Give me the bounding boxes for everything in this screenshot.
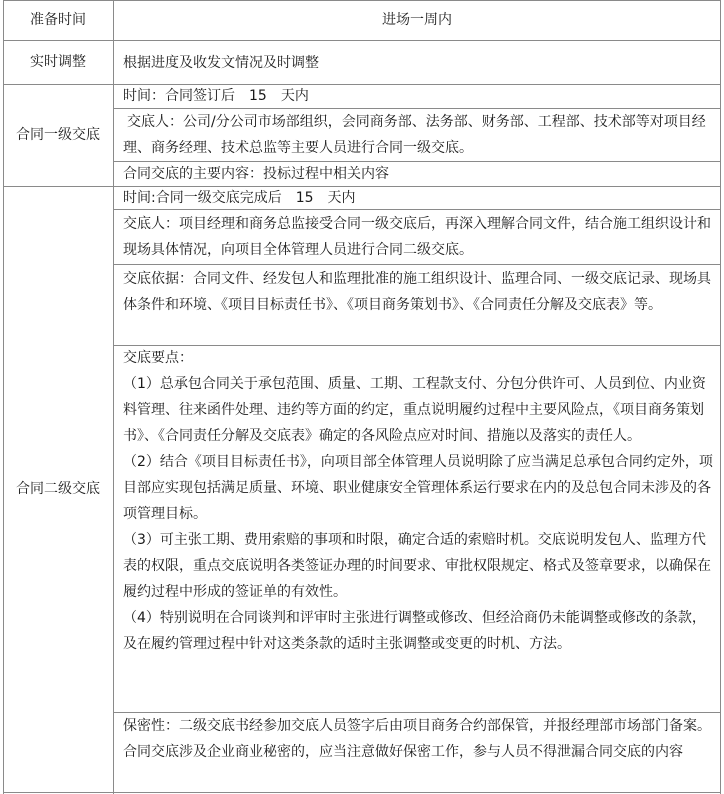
border-right bbox=[720, 0, 721, 794]
hline-bottom bbox=[3, 792, 721, 793]
points-title: 交底要点： bbox=[123, 350, 193, 366]
header-label: 准备时间 bbox=[30, 12, 86, 28]
level2-parties: 交底人：项目经理和商务总监接受合同一级交底后，再深入理解合同文件，结合施工组织设计和现场具体情况，向项目全体管理人员进行合同二级交底。 bbox=[123, 216, 711, 258]
header-value: 进场一周内 bbox=[382, 12, 452, 28]
level1-parties: 交底人：公司/分公司市场部组织，会同商务部、法务部、财务部、工程部、技术部等对项目经理、商务经理、技术总监等主要人员进行合同一级交底。 bbox=[123, 114, 706, 156]
realtime-text: 根据进度及收发文情况及时调整 bbox=[123, 55, 319, 71]
point-2: （2）结合《项目目标责任书》，向项目部全体管理人员说明除了应当满足总承包合同约定外，项目部应实现包括满足质量、环境、职业健康安全管理体系运行要求在内的及总包合同未涉及的各项管理目标。 bbox=[123, 454, 713, 522]
level1-label: 合同一级交底 bbox=[16, 127, 100, 143]
level2-confidential: 保密性：二级交底书经参加交底人员签字后由项目商务合约部保管，并报经理部市场部门备案。合同交底涉及企业商业秘密的，应当注意做好保密工作，参与人员不得泄漏合同交底的内容 bbox=[123, 718, 711, 760]
point-3: （3）可主张工期、费用索赔的事项和时限，确定合适的索赔时机。交底说明发包人、监理方代表的权限，重点交底说明各类签证办理的时间要求、审批权限规定、格式及签章要求，以确保在履约过程中形成的签证单的有效性。 bbox=[123, 532, 711, 600]
level2-label: 合同二级交底 bbox=[16, 481, 100, 497]
point-1: （1）总承包合同关于承包范围、质量、工期、工程款支付、分包分供许可、人员到位、内业资料管理、往来函件处理、违约等方面的约定，重点说明履约过程中主要风险点，《项目商务策划书》、《合同责任分解及交底表》确定的各风险点应对时间、措施以及落实的责任人。 bbox=[123, 376, 706, 444]
level2-points bbox=[123, 345, 719, 657]
level1-content: 合同交底的主要内容：投标过程中相关内容 bbox=[123, 166, 389, 182]
point-4: （4）特别说明在合同谈判和评审时主张进行调整或修改、但经洽商仍未能调整或修改的条款，及在履约管理过程中针对这类条款的适时主张调整或变更的时机、方法。 bbox=[123, 610, 706, 652]
level2-time: 时间:合同一级交底完成后 15 天内 bbox=[123, 190, 356, 206]
border-divider bbox=[113, 0, 114, 794]
realtime-label: 实时调整 bbox=[30, 54, 86, 70]
level1-time: 时间：合同签订后 15 天内 bbox=[123, 88, 309, 104]
hline-l2-b bbox=[113, 264, 721, 265]
level2-basis: 交底依据：合同文件、经发包人和监理批准的施工组织设计、监理合同、一级交底记录、现场具体条件和环境、《项目目标责任书》、《项目商务策划书》、《合同责任分解及交底表》等。 bbox=[123, 271, 711, 313]
